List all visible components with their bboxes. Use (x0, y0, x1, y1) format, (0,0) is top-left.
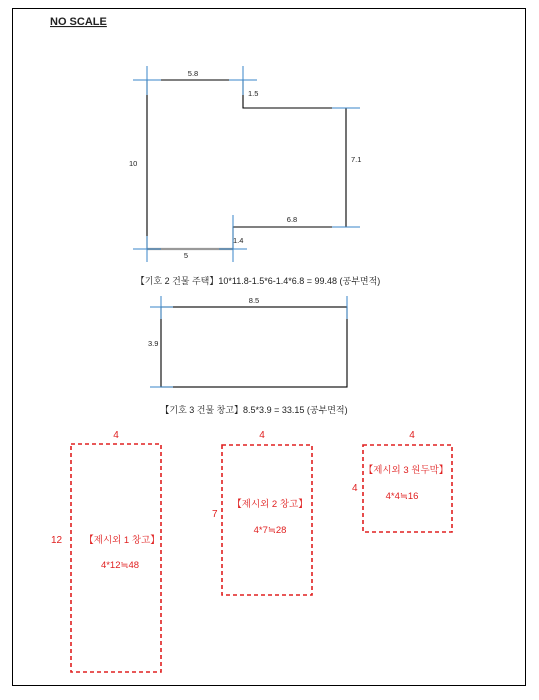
building2-plan (129, 66, 361, 262)
building2-caption: 【기호 2 건물 주택】10*11.8-1.5*6-1.4*6.8 = 99.48 (공부면적) (135, 276, 381, 286)
extra2-width: 4 (259, 430, 265, 441)
building3-caption: 【기호 3 건물 창고】8.5*3.9 = 33.15 (공부면적) (160, 405, 348, 415)
extra3-outline (363, 445, 452, 532)
extra3-width: 4 (409, 430, 415, 441)
building2-dim-right: 7.1 (351, 155, 362, 164)
building2-dim-bottom: 5 (183, 251, 189, 260)
extra-structure-1 (51, 430, 161, 672)
building2-dim-step-height: 1.4 (233, 236, 244, 245)
extra3-label: 【제시외 3 원두막】 (363, 465, 449, 476)
extra2-outline (222, 445, 312, 595)
building2-dimension-ticks (133, 66, 360, 262)
building3-dim-top: 8.5 (248, 296, 260, 305)
building2-dim-top: 5.8 (187, 69, 199, 78)
building3-dimension-ticks (150, 296, 347, 387)
extra1-outline (71, 444, 161, 672)
no-scale-label: NO SCALE (50, 16, 107, 28)
extra2-formula: 4*7≒28 (253, 525, 287, 536)
extra2-label: 【제시외 2 창고】 (232, 499, 308, 510)
building3-plan (148, 296, 347, 387)
building3-dim-left: 3.9 (148, 339, 159, 348)
extra-structure-2 (212, 430, 312, 595)
building2-dim-notch: 1.5 (248, 89, 259, 98)
building3-outline (161, 307, 347, 387)
building2-dim-step-width: 6.8 (286, 215, 298, 224)
extra-structure-3 (352, 430, 452, 532)
extra3-height: 4 (352, 483, 358, 494)
extra1-label: 【제시외 1 창고】 (84, 535, 160, 546)
extra1-width: 4 (113, 430, 119, 441)
extra1-height: 12 (51, 535, 63, 546)
building2-dim-left: 10 (129, 159, 138, 168)
extra1-formula: 4*12≒48 (100, 560, 140, 571)
extra2-height: 7 (212, 509, 218, 520)
building2-outline (147, 80, 346, 249)
extra3-formula: 4*4≒16 (385, 491, 419, 502)
